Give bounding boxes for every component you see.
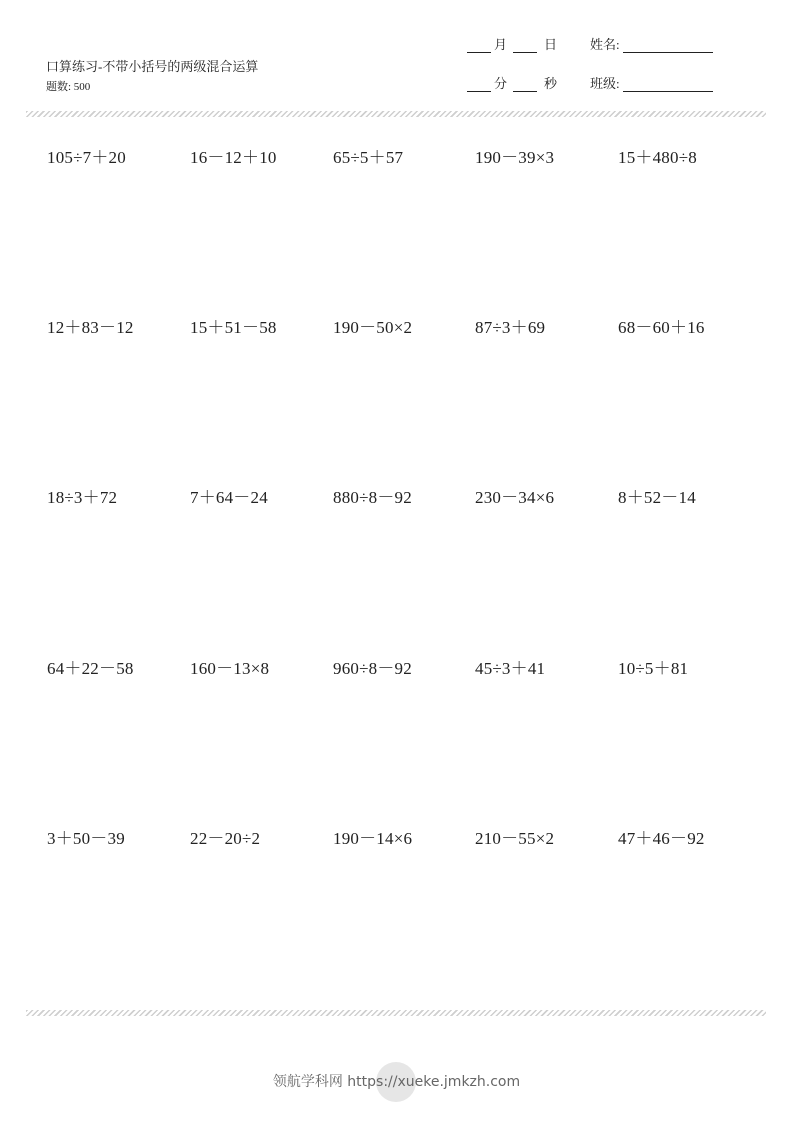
footer-text[interactable]: 领航学科网 https://xueke.jmkzh.com <box>272 1074 521 1090</box>
bottom-divider <box>26 1010 766 1016</box>
problem-item: 68－60＋16 <box>618 318 705 337</box>
problem-item: 190－50×2 <box>333 318 413 337</box>
problem-item: 45÷3＋41 <box>475 659 546 678</box>
name-label: 姓名: <box>590 37 620 52</box>
footer-watermark <box>0 1071 793 1091</box>
problem-item: 190－14×6 <box>333 829 413 848</box>
problem-item: 230－34×6 <box>475 488 555 507</box>
problem-item: 64＋22－58 <box>47 659 134 678</box>
date-field <box>464 34 557 53</box>
second-blank[interactable] <box>513 90 537 92</box>
time-field <box>464 73 557 92</box>
minute-label: 分 <box>494 76 508 91</box>
problem-item: 210－55×2 <box>475 829 555 848</box>
class-field <box>590 73 716 92</box>
problem-item: 105÷7＋20 <box>47 148 126 167</box>
name-blank[interactable] <box>623 51 713 53</box>
problem-item: 15＋51－58 <box>190 318 277 337</box>
problem-item: 960÷8－92 <box>333 659 412 678</box>
problem-item: 22－20÷2 <box>190 829 261 848</box>
problem-item: 8＋52－14 <box>618 488 696 507</box>
problem-item: 10÷5＋81 <box>618 659 689 678</box>
problem-item: 3＋50－39 <box>47 829 125 848</box>
class-blank[interactable] <box>623 90 713 92</box>
day-label: 日 <box>544 37 558 52</box>
day-blank[interactable] <box>513 51 537 53</box>
problem-item: 7＋64－24 <box>190 488 268 507</box>
problem-item: 15＋480÷8 <box>618 148 697 167</box>
class-label: 班级: <box>590 76 620 91</box>
problem-item: 190－39×3 <box>475 148 555 167</box>
month-label: 月 <box>494 37 508 52</box>
second-label: 秒 <box>544 76 558 91</box>
minute-blank[interactable] <box>467 90 491 92</box>
problem-item: 160－13×8 <box>190 659 270 678</box>
problem-item: 87÷3＋69 <box>475 318 546 337</box>
problem-count: 题数: 500 <box>46 81 91 93</box>
name-field <box>590 34 716 53</box>
problem-item: 12＋83－12 <box>47 318 134 337</box>
problem-item: 18÷3＋72 <box>47 488 118 507</box>
problem-item: 65÷5＋57 <box>333 148 404 167</box>
worksheet-title: 口算练习-不带小括号的两级混合运算 <box>46 59 259 74</box>
problem-item: 16－12＋10 <box>190 148 277 167</box>
problem-item: 880÷8－92 <box>333 488 412 507</box>
top-divider <box>26 111 766 117</box>
problem-item: 47＋46－92 <box>618 829 705 848</box>
month-blank[interactable] <box>467 51 491 53</box>
